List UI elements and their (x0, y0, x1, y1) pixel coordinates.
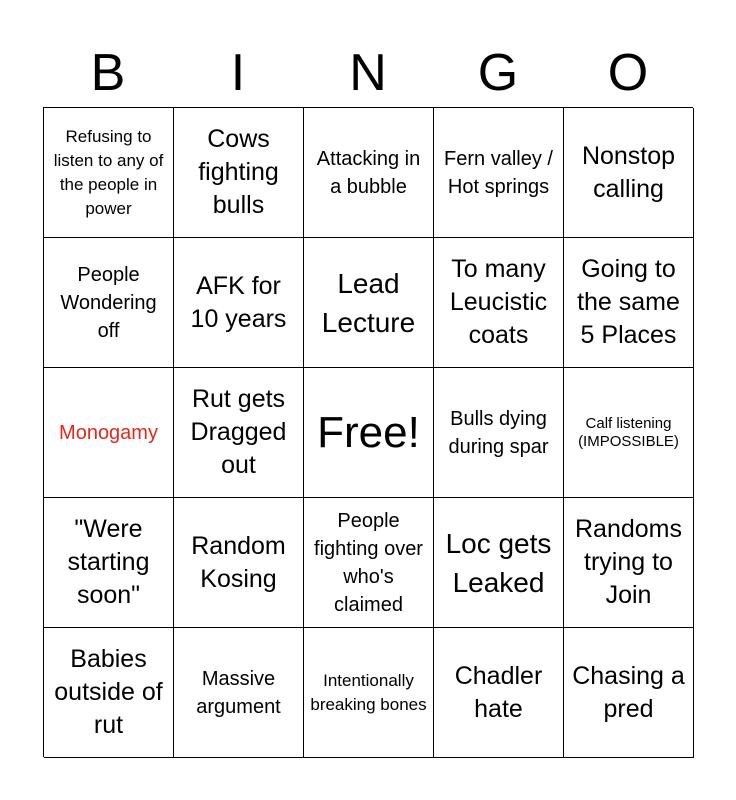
bingo-cell[interactable]: Going to the same 5 Places (564, 238, 694, 368)
bingo-cell[interactable]: Lead Lecture (304, 238, 434, 368)
bingo-cell[interactable]: Fern valley / Hot springs (434, 108, 564, 238)
header-letter-g: G (477, 44, 519, 102)
bingo-cell[interactable]: People Wondering off (44, 238, 174, 368)
bingo-cell[interactable]: Massive argument (174, 628, 304, 758)
bingo-cell[interactable]: Chadler hate (434, 628, 564, 758)
bingo-cell[interactable]: "Were starting soon" (44, 498, 174, 628)
header-letter-o: O (607, 44, 649, 102)
bingo-cell[interactable]: AFK for 10 years (174, 238, 304, 368)
bingo-cell[interactable]: Chasing a pred (564, 628, 694, 758)
bingo-cell[interactable]: People fighting over who's claimed (304, 498, 434, 628)
bingo-cell[interactable]: Randoms trying to Join (564, 498, 694, 628)
bingo-cell[interactable]: Nonstop calling (564, 108, 694, 238)
bingo-cell[interactable]: Loc gets Leaked (434, 498, 564, 628)
bingo-cell[interactable]: To many Leucistic coats (434, 238, 564, 368)
header-letter-b: B (90, 44, 126, 102)
bingo-cell[interactable]: Random Kosing (174, 498, 304, 628)
bingo-cell[interactable]: Bulls dying during spar (434, 368, 564, 498)
header-letter-n: N (349, 44, 387, 102)
bingo-cell[interactable]: Cows fighting bulls (174, 108, 304, 238)
bingo-cell-highlighted[interactable]: Monogamy (44, 368, 174, 498)
bingo-cell[interactable]: Babies outside of rut (44, 628, 174, 758)
bingo-cell[interactable]: Attacking in a bubble (304, 108, 434, 238)
bingo-cell[interactable]: Rut gets Dragged out (174, 368, 304, 498)
bingo-cell[interactable]: Intentionally breaking bones (304, 628, 434, 758)
header-letter-i: I (230, 44, 246, 102)
bingo-board (43, 107, 693, 757)
bingo-cell[interactable]: Calf listening (IMPOSSIBLE) (564, 368, 694, 498)
bingo-free-space[interactable]: Free! (304, 368, 434, 498)
bingo-header (43, 40, 693, 106)
bingo-cell[interactable]: Refusing to listen to any of the people in power (44, 108, 174, 238)
